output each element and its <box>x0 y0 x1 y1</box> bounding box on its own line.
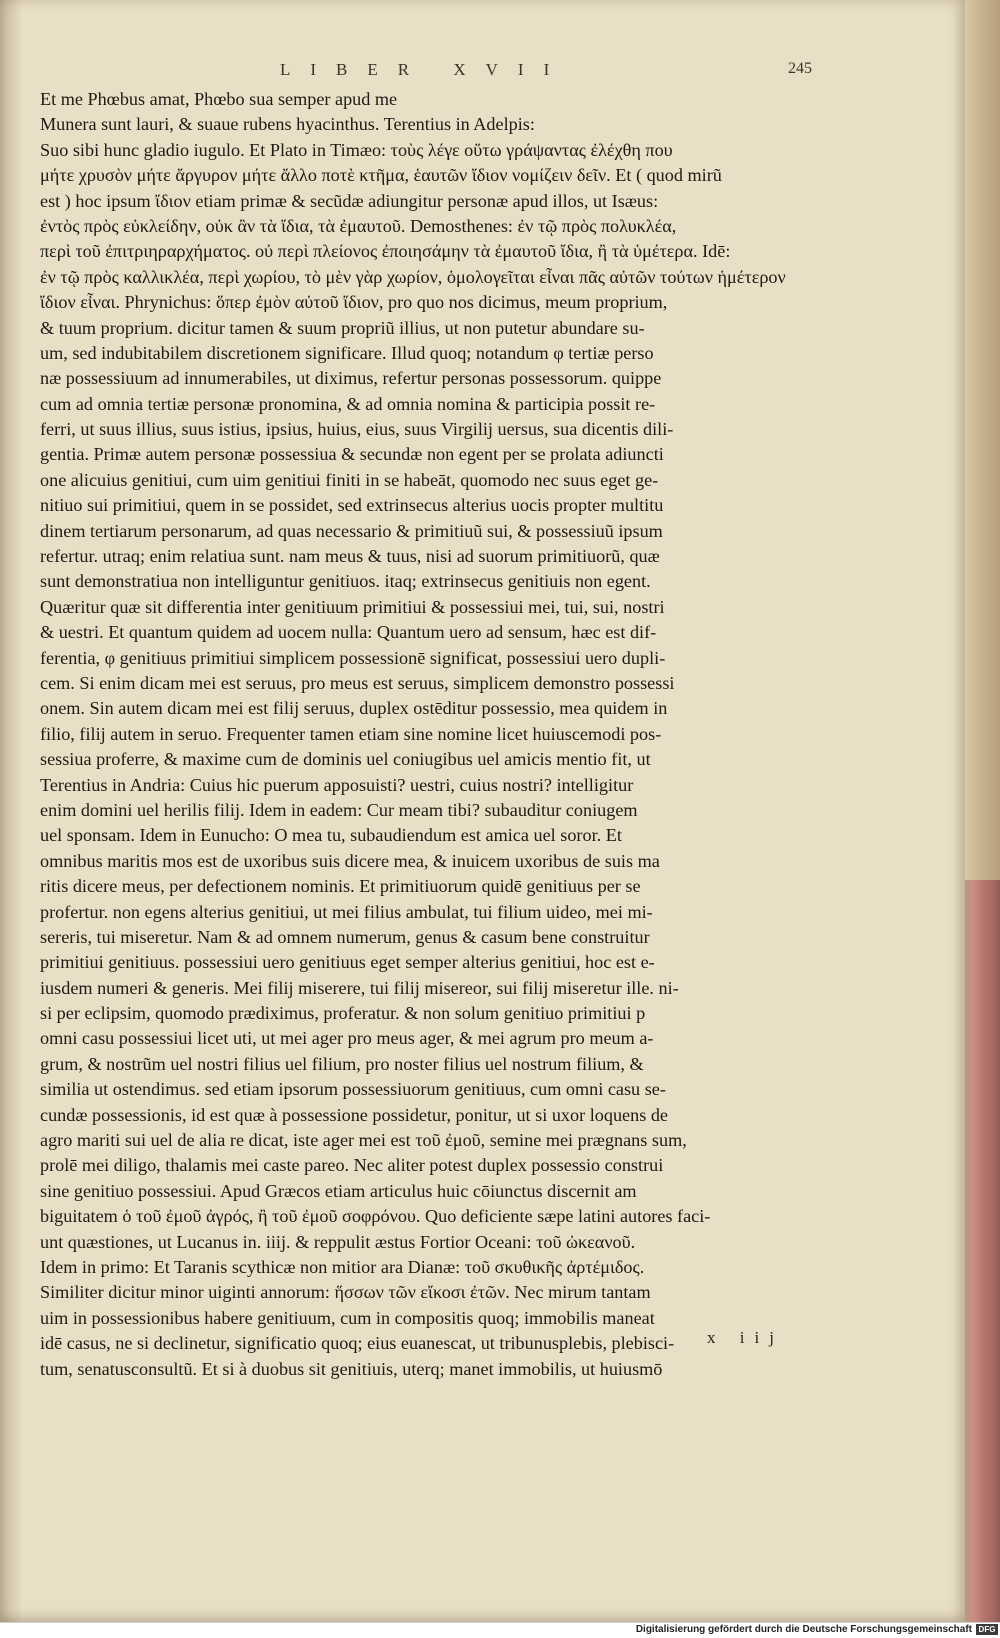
text-line: profertur. non egens alterius genitiui, ut mei filius ambulat, tui filium uideo, mei mi- <box>40 901 653 922</box>
text-line: uel sponsam. Idem in Eunucho: O mea tu, subaudiendum est amica uel soror. Et <box>40 825 622 846</box>
text-line: omnibus maritis mos est de uxoribus suis dicere mea, & inuicem uxoribus de suis ma <box>40 850 660 871</box>
text-line: sunt demonstratiua non intelliguntur genitiuos. itaq; extrinsecus genitiuis non egent. <box>40 571 651 592</box>
text-line: cundæ possessionis, id est quæ à possessione possidetur, ponitur, ut si uxor loquens de <box>40 1104 669 1125</box>
text-line: tum, senatusconsultũ. Et si à duobus sit genitiuis, uterq; manet immobilis, ut huiusmō <box>40 1358 663 1379</box>
text-line: refertur. utraq; enim relatiua sunt. nam meus & tuus, nisi ad suorum primitiuorũ, quæ <box>40 546 660 567</box>
text-line: ἐν τῷ πρὸς καλλικλέα, περὶ χωρίου, τὸ μὲν γὰρ χωρίον, ὁμολογεῖται εἶναι πᾶς αὐτῶν τούτων ἡμέτερον <box>40 266 786 287</box>
text-line: nitiuo sui primitiui, quem in se possidet, sed extrinsecus alterius uocis propter multitu <box>40 495 664 516</box>
text-line: Suo sibi hunc gladio iugulo. Et Plato in Timæo: τοὺς λέγε οὕτω γράψαντας ἐλέχθη που <box>40 139 673 160</box>
text-line: ferri, ut suus illius, suus istius, ipsius, huius, eius, suus Virgilij uersus, sua dicentis dili- <box>40 419 674 440</box>
text-line: μήτε χρυσὸν μήτε ἄργυρον μήτε ἄλλο ποτὲ κτῆμα, ἑαυτῶν ἴδιον νομίζειν δεῖν. Et ( quod mirũ <box>40 165 722 186</box>
text-line: ἐντὸς πρὸς εὐκλείδην, οὐκ ἂν τὰ ἴδια, τὰ ἐμαυτοῦ. Demosthenes: ἐν τῷ πρὸς πολυκλέα, <box>40 215 677 236</box>
dfg-logo: DFG <box>976 1624 998 1635</box>
text-line: περὶ τοῦ ἐπιτριηραρχήματος. οὐ περὶ πλείονος ἐποιησάμην τὰ ἐμαυτοῦ ἴδια, ἢ τὰ ὑμέτερα. Idē: <box>40 241 731 262</box>
text-line: Terentius in Andria: Cuius hic puerum apposuisti? uestri, cuius nostri? intelligitur <box>40 774 634 795</box>
text-line: similia ut ostendimus. sed etiam ipsorum possessiuorum genitiuus, cum omni casu se- <box>40 1079 666 1100</box>
text-line: næ possessiuum ad innumerabiles, ut diximus, refertur personas possessorum. quippe <box>40 368 662 389</box>
text-line: onem. Sin autem dicam mei est filij seruus, duplex ostēditur possessio, mea quidem in <box>40 698 668 719</box>
text-line: sine genitiuo possessiui. Apud Græcos etiam articulus huic cōiunctus discernit am <box>40 1180 637 1201</box>
text-line: sereris, tui miseretur. Nam & ad omnem numerum, genus & casum bene construitur <box>40 926 650 947</box>
text-line: filio, filij autem in seruo. Frequenter tamen etiam sine nomine licet huiuscemodi pos- <box>40 723 662 744</box>
signature-mark: x iij <box>707 1328 784 1347</box>
text-line: est ) hoc ipsum ἴδιον etiam primæ & secũdæ adiungitur personæ apud illos, ut Isæus: <box>40 190 659 211</box>
text-line: uim in possessionibus habere genitiuum, cum in compositis quoq; immobilis maneat <box>40 1307 655 1328</box>
running-head: LIBER XVII <box>280 60 570 79</box>
text-line: primitiui genitiuus. possessiui uero genitiuus eget semper alterius genitiui, hoc est e- <box>40 952 655 973</box>
text-line: cum ad omnia tertiæ personæ pronomina, & ad omnia nomina & participia possit re- <box>40 393 656 414</box>
text-line: idē casus, ne si declinetur, significatio quoq; eius euanescat, ut tribunusplebis, plebisci- <box>40 1333 675 1354</box>
main-text <box>40 87 830 1382</box>
text-line: ferentia, φ genitiuus primitiui simplicem possessionē significat, possessiui uero dupli- <box>40 647 666 668</box>
text-line: & tuum proprium. dicitur tamen & suum propriũ illius, ut non putetur abundare su- <box>40 317 645 338</box>
gutter-shadow <box>0 0 22 1622</box>
text-line: Munera sunt lauri, & suaue rubens hyacinthus. Terentius in Adelpis: <box>40 114 535 135</box>
text-line: one alicuius genitiui, cum uim genitiui finiti in se habeāt, quomodo nec suus eget ge- <box>40 469 659 490</box>
text-line: um, sed indubitabilem discretionem significare. Illud quoq; notandum φ tertiæ perso <box>40 342 654 363</box>
text-line: Quæritur quæ sit differentia inter genitiuum primitiui & possessiui mei, tui, sui, nostri <box>40 596 665 617</box>
text-line: Similiter dicitur minor uiginti annorum: ἥσσων τῶν εἴκοσι ἐτῶν. Nec mirum tantam <box>40 1282 651 1303</box>
text-line: ἴδιον εἶναι. Phrynichus: ὅπερ ἐμὸν αὐτοῦ ἴδιον, pro quo nos dicimus, meum proprium, <box>40 292 668 313</box>
text-line: agro mariti sui uel de alia re dicat, iste ager mei est τοῦ ἐμοῦ, semine mei prægnans sum, <box>40 1130 687 1151</box>
page-number: 245 <box>788 60 812 77</box>
text-line: Idem in primo: Et Taranis scythicæ non mitior ara Dianæ: τοῦ σκυθικῆς ἀρτέμιδος. <box>40 1256 645 1277</box>
text-line: iusdem numeri & generis. Mei filij miserere, tui filij misereor, sui filij miseretur ille. ni- <box>40 977 679 998</box>
text-line: sessiua proferre, & maxime cum de dominis uel coniugibus uel amicis mentio fit, ut <box>40 749 651 770</box>
text-line: gentia. Primæ autem personæ possessiua & secundæ non egent per se prolata adiuncti <box>40 444 664 465</box>
fore-edge-upper <box>965 0 1000 880</box>
text-line: si per eclipsim, quomodo prædiximus, proferatur. & non solum genitiuo primitiui p <box>40 1003 646 1024</box>
text-line: enim domini uel herilis filij. Idem in eadem: Cur meam tibi? subauditur coniugem <box>40 799 638 820</box>
text-line: & uestri. Et quantum quidem ad uocem nulla: Quantum uero ad sensum, hæc est dif- <box>40 622 657 643</box>
text-line: grum, & nostrũm uel nostri filius uel filium, pro noster filius uel nostrum filium, & <box>40 1053 644 1074</box>
text-line: dinem tertiarum personarum, ad quas necessario & primitiuũ sui, & possessiuũ ipsum <box>40 520 663 541</box>
text-line: ritis dicere meus, per defectionem nominis. Et primitiuorum quidē genitiuus per se <box>40 876 641 897</box>
text-line: cem. Si enim dicam mei est seruus, pro meus est seruus, simplicem demonstro possessi <box>40 672 675 693</box>
text-line: prolē mei diligo, thalamis mei caste pareo. Nec aliter potest duplex possessio construi <box>40 1155 664 1176</box>
text-line: Et me Phœbus amat, Phœbo sua semper apud me <box>40 89 398 109</box>
text-line: omni casu possessiui licet uti, ut mei ager pro meus ager, & mei agrum pro meum a- <box>40 1028 654 1049</box>
text-line: unt quæstiones, ut Lucanus in. iiij. & reppulit æstus Fortior Oceani: τοῦ ὠκεανοῦ. <box>40 1231 636 1252</box>
text-line: biguitatem ὁ τοῦ ἐμοῦ ἀγρός, ἢ τοῦ ἐμοῦ σοφρόνου. Quo deficiente sæpe latini autores faci- <box>40 1206 711 1227</box>
footer-credit: Digitalisierung gefördert durch die Deutsche Forschungsgemeinschaft <box>635 1624 972 1635</box>
